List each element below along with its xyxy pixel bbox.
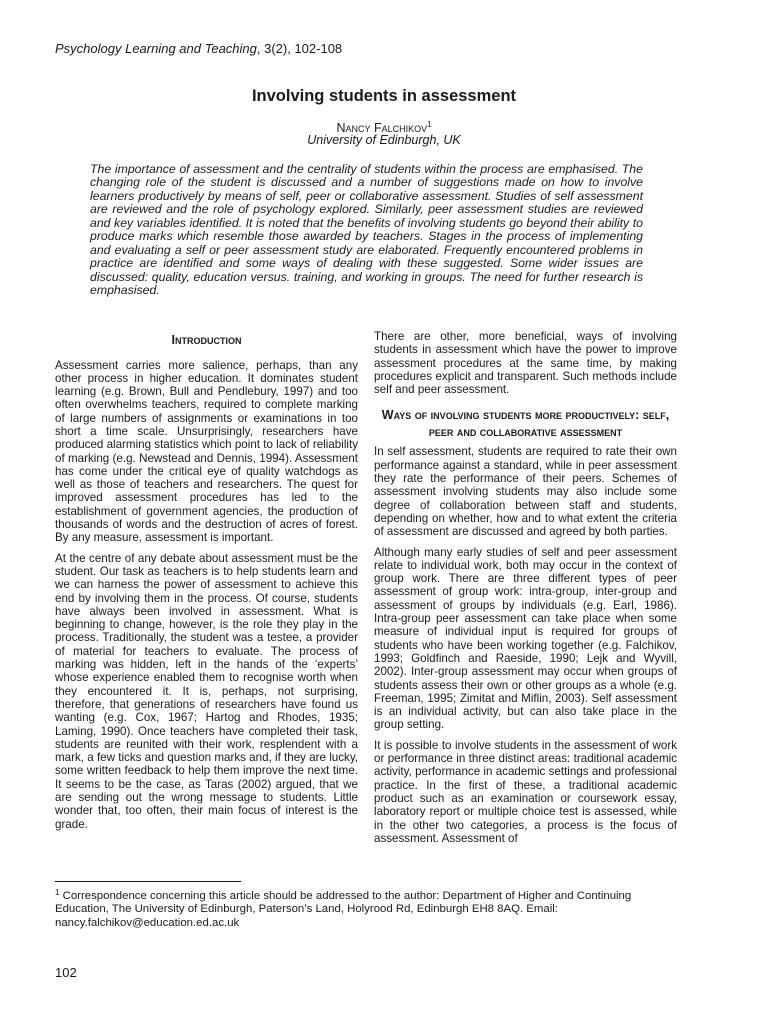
footnote-text: Correspondence concerning this article should be addressed to the author: Department of Higher and Continuing Education, The University of Edinburgh, Paterson’s Land, Holyrood Rd, Edinburgh EH8 8AQ. Email: nancy.falchikov@education.ed.ac.uk [55, 890, 632, 929]
body-paragraph: In self assessment, students are required to rate their own performance against a standard, while in peer assessment they rate the performance of their peers. Schemes of assessment involving students may also include some degree of collaboration between staff and students, depending on whether, how and to what extent the criteria of assessment are discussed and agreed by both parties. [374, 445, 677, 539]
body-paragraph: Although many early studies of self and peer assessment relate to individual work, both may occur in the context of group work. There are three different types of peer assessment of group work: intra-group, inter-group and assessment of groups by individuals (e.g. Earl, 1986). Intra-group peer assessment can take place when some measure of individual input is required for groups of students who have been working together (e.g. Falchikov, 1993; Goldfinch and Raeside, 1990; Lejk and Wyvill, 2002). Inter-group assessment may occur when groups of students assess their own or other groups as a whole (e.g. Freeman, 1995; Zimitat and Miflin, 2003). Self assessment is an individual activity, but can also take place in the group setting. [374, 545, 677, 732]
body-paragraph: At the centre of any debate about assessment must be the student. Our task as teachers is to help students learn and we can harness the power of assessment to achieve this end by involving them in the process. Of course, students have always been involved in assessment. What is beginning to change, however, is the role they play in the process. Traditionally, the student was a testee, a provider of material for teachers to evaluate. The process of marking was hidden, left in the hands of the ‘experts’ whose experience enabled them to recognise worth when they encountered it. It is, perhaps, not surprising, therefore, that generations of researchers have found us wanting (e.g. Cox, 1967; Hartog and Rhodes, 1935; Laming, 1990). Once teachers have completed their task, students are reunited with their work, resplendent with a mark, a few ticks and question marks and, if they are lucky, some written feedback to help them improve the next time. It seems to be the case, as Taras (2002) argued, that we are sending out the wrong message to students. Little wonder that, too often, their main focus of interest is the grade. [55, 551, 358, 831]
body-paragraph: It is possible to involve students in the assessment of work or performance in three distinct areas: traditional academic activity, performance in academic settings and professional practice. In the first of these, a traditional academic product such as an examination or coursework essay, laboratory report or multiple choice test is assessed, while in the other two categories, a process is the focus of assessment. Assessment of [374, 738, 677, 845]
running-header [55, 41, 342, 57]
abstract: The importance of assessment and the centrality of students within the process are emphasised. The changing role of the student is discussed and a number of suggestions made on how to involve learners productively by means of self, peer or collaborative assessment. Studies of self assessment are reviewed and the role of psychology explored. Similarly, peer assessment studies are reviewed and key variables identified. It is noted that the benefits of involving students go beyond their ability to produce marks which resemble those awarded by teachers. Stages in the process of implementing and evaluating a self or peer assessment study are elaborated. Frequently encountered problems in practice are identified and some ways of dealing with these suggested. Some wider issues are discussed: quality, education versus. training, and working in groups. The need for further research is emphasised. [90, 162, 643, 298]
author-affiliation: University of Edinburgh, UK [307, 133, 461, 147]
footnote-rule [55, 881, 241, 882]
author-name: Nancy Falchikov [336, 121, 428, 135]
page-number: 102 [55, 965, 77, 980]
right-column [374, 330, 677, 852]
footnote [55, 886, 675, 930]
section-heading-ways: Ways of involving students more productively: self, peer and collaborative assessment [381, 408, 670, 439]
author-footnote-mark: 1 [427, 120, 432, 129]
left-column [55, 330, 358, 838]
article-title: Involving students in assessment [251, 87, 517, 105]
body-paragraph: There are other, more beneficial, ways of involving students in assessment which have the power to improve assessment procedures at the same time, by making procedures explicit and transparent. Such methods include self and peer assessment. [374, 330, 677, 397]
journal-citation: , 3(2), 102-108 [256, 41, 343, 56]
section-heading-introduction: Introduction [171, 333, 242, 347]
footnote-mark: 1 [55, 888, 60, 897]
journal-name: Psychology Learning and Teaching [55, 41, 257, 56]
body-paragraph: Assessment carries more salience, perhaps, than any other process in higher education. It dominates student learning (e.g. Brown, Bull and Pendlebury, 1997) and too often overwhelms teachers, required to complete marking of large numbers of assignments or examinations in too short a time scale. Unsurprisingly, researchers have produced alarming statistics which point to lack of reliability of marking (e.g. Newstead and Dennis, 1994). Assessment has come under the critical eye of quality watchdogs as well as those of teachers and researchers. The quest for improved assessment procedures has led to the establishment of government agencies, the production of thousands of words and the destruction of acres of forest. By any measure, assessment is important. [55, 358, 358, 545]
